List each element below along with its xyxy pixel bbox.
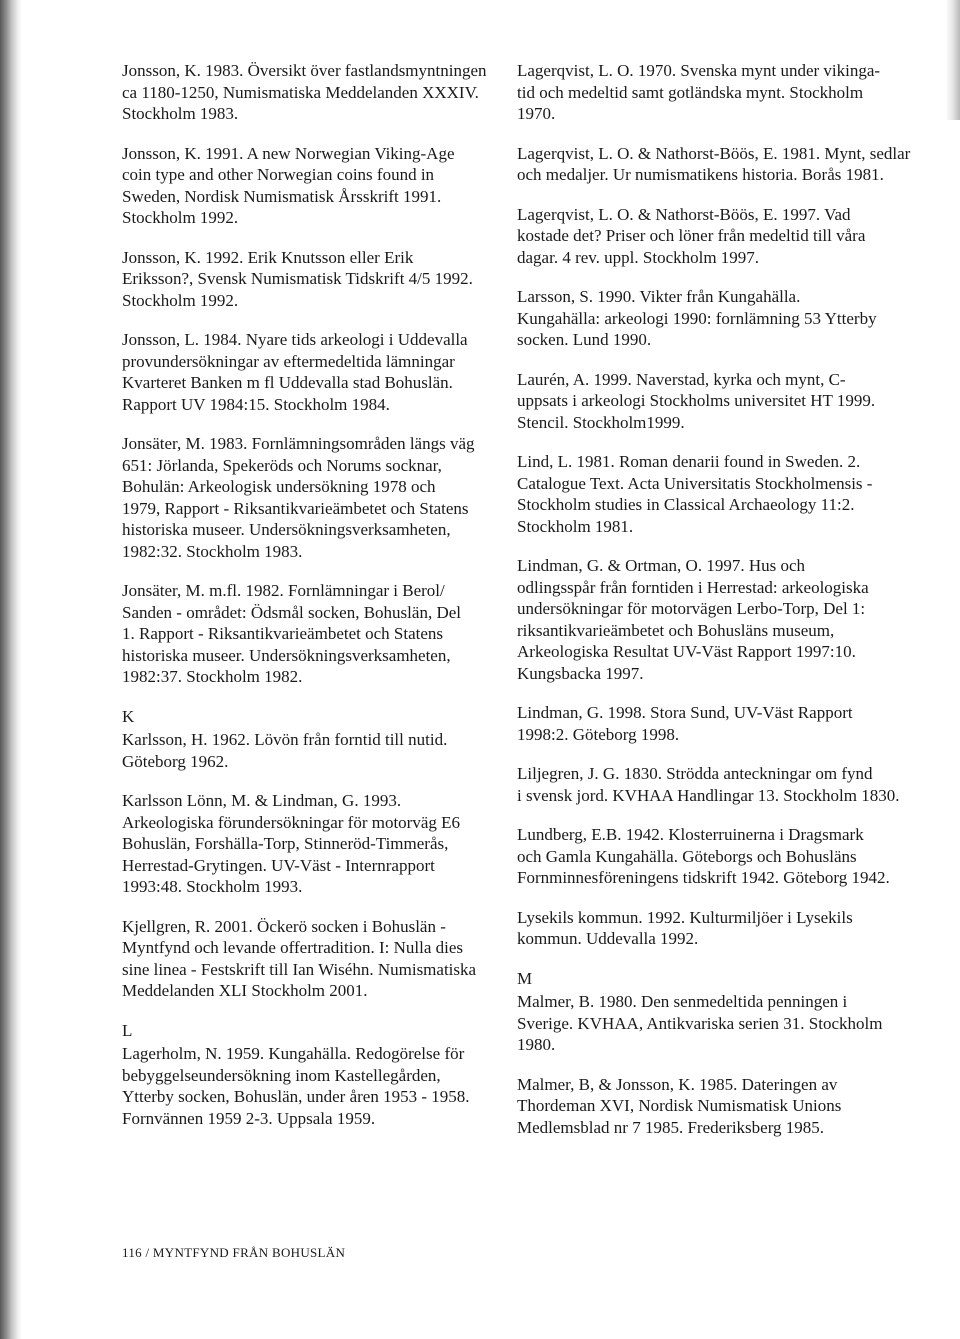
entry-line: 1982:37. Stockholm 1982. bbox=[122, 667, 303, 686]
entry-line: Kvarteret Banken m fl Uddevalla stad Bohuslän. bbox=[122, 373, 453, 392]
entry-line: Arkeologiska Resultat UV-Väst Rapport 1997:10. bbox=[517, 642, 856, 661]
entry-line: Kungahälla: arkeologi 1990: fornlämning 53 Ytterby bbox=[517, 308, 877, 328]
entry-line: Stockholm 1983. bbox=[122, 104, 239, 123]
entry-line: Jonsson, K. 1992. Erik Knutsson eller Erik bbox=[122, 247, 414, 267]
entry-line: kommun. Uddevalla 1992. bbox=[517, 929, 699, 948]
entry-line: Lagerqvist, L. O. & Nathorst-Böös, E. 1981. Mynt, sedlar bbox=[517, 143, 911, 163]
section-letter: K bbox=[122, 706, 135, 726]
entry-line: kostade det? Priser och löner från medeltid till våra bbox=[517, 226, 866, 245]
entry-line: Lagerholm, N. 1959. Kungahälla. Redogörelse för bbox=[122, 1044, 465, 1063]
scan-corner-shadow bbox=[946, 0, 960, 120]
entry-line: historiska museer. Undersökningsverksamheten, bbox=[122, 520, 451, 539]
bibliography-entry bbox=[517, 369, 892, 434]
entry-line: Bohuslän, Forshälla-Torp, Stinneröd-Timmerås, bbox=[122, 834, 449, 853]
entry-line: och medaljer. Ur numismatikens historia. Borås 1981. bbox=[517, 165, 884, 184]
scan-edge-shadow bbox=[0, 0, 22, 1339]
entry-line: Lagerqvist, L. O. 1970. Svenska mynt under vikinga- bbox=[517, 61, 881, 80]
entry-line: dagar. 4 rev. uppl. Stockholm 1997. bbox=[517, 247, 760, 267]
entry-line: Herrestad-Grytingen. UV-Väst - Internrapport bbox=[122, 855, 435, 875]
entry-line: Lagerqvist, L. O. & Nathorst-Böös, E. 1997. Vad bbox=[517, 204, 851, 224]
entry-line: 1982:32. Stockholm 1983. bbox=[122, 541, 303, 561]
entry-line: Bohulän: Arkeologisk undersökning 1978 och bbox=[122, 477, 436, 496]
entry-line: Lindman, G. 1998. Stora Sund, UV-Väst Rapport bbox=[517, 703, 853, 722]
entry-line: Laurén, A. 1999. Naverstad, kyrka och mynt, C- bbox=[517, 369, 846, 389]
entry-line: 1970. bbox=[517, 104, 556, 123]
entry-line: Stockholm 1992. bbox=[122, 290, 239, 310]
entry-line: Stockholm studies in Classical Archaeology 11:2. bbox=[517, 495, 855, 514]
entry-line: Karlsson Lönn, M. & Lindman, G. 1993. bbox=[122, 791, 402, 810]
entry-line: 1. Rapport - Riksantikvarieämbetet och Statens bbox=[122, 624, 444, 643]
entry-line: Kungsbacka 1997. bbox=[517, 663, 644, 683]
bibliography-entry bbox=[517, 1074, 892, 1139]
entry-line: Malmer, B, & Jonsson, K. 1985. Dateringen av bbox=[517, 1074, 838, 1094]
entry-line: Meddelanden XLI Stockholm 2001. bbox=[122, 981, 368, 1000]
entry-line: bebyggelseundersökning inom Kastellegården, bbox=[122, 1065, 441, 1085]
right-column bbox=[517, 60, 911, 1156]
entry-line: Jonsäter, M. 1983. Fornlämningsområden längs väg bbox=[122, 434, 475, 453]
bibliography-entry bbox=[517, 763, 900, 806]
entry-line: ca 1180-1250, Numismatiska Meddelanden XXXIV. bbox=[122, 82, 479, 102]
bibliography-entry bbox=[517, 555, 892, 684]
entry-line: Karlsson, H. 1962. Lövön från forntid till nutid. bbox=[122, 730, 448, 749]
bibliography-entry bbox=[122, 329, 490, 415]
bibliography-entry bbox=[122, 247, 490, 312]
entry-line: i svensk jord. KVHAA Handlingar 13. Stockholm 1830. bbox=[517, 785, 900, 805]
entry-line: Rapport UV 1984:15. Stockholm 1984. bbox=[122, 394, 390, 414]
bibliography-entry bbox=[122, 580, 490, 688]
bibliography-entry bbox=[517, 991, 892, 1056]
entry-line: Stencil. Stockholm1999. bbox=[517, 412, 685, 432]
entry-line: odlingsspår från forntiden i Herrestad: arkeologiska bbox=[517, 577, 869, 597]
entry-line: Ytterby socken, Bohuslän, under åren 1953 - 1958. bbox=[122, 1087, 470, 1106]
bibliography-entry bbox=[517, 824, 892, 889]
entry-line: 1980. bbox=[517, 1035, 556, 1054]
entry-line: tid och medeltid samt gotländska mynt. Stockholm bbox=[517, 82, 864, 102]
entry-line: Jonsson, K. 1983. Översikt över fastlandsmyntningen bbox=[122, 61, 487, 80]
bibliography-entry bbox=[122, 1043, 490, 1129]
entry-line: Lysekils kommun. 1992. Kulturmiljöer i Lysekils bbox=[517, 907, 853, 927]
bibliography-entry bbox=[517, 143, 911, 186]
entry-line: 1979, Rapport - Riksantikvarieämbetet och Statens bbox=[122, 498, 469, 518]
entry-line: undersökningar för motorvägen Lerbo-Torp, Del 1: bbox=[517, 599, 866, 618]
entry-line: Göteborg 1962. bbox=[122, 751, 229, 771]
bibliography-entry bbox=[517, 451, 892, 537]
entry-line: och Gamla Kungahälla. Göteborgs och Bohusläns bbox=[517, 846, 857, 866]
entry-line: 651: Jörlanda, Spekeröds och Norums socknar, bbox=[122, 455, 442, 475]
entry-line: Stockholm 1992. bbox=[122, 208, 239, 227]
page-footer: 116 / MYNTFYND FRÅN BOHUSLÄN bbox=[122, 1245, 346, 1260]
entry-line: 1998:2. Göteborg 1998. bbox=[517, 724, 680, 744]
entry-line: Medlemsblad nr 7 1985. Frederiksberg 1985. bbox=[517, 1117, 825, 1137]
entry-line: Fornvännen 1959 2-3. Uppsala 1959. bbox=[122, 1108, 376, 1128]
entry-line: Jonsson, K. 1991. A new Norwegian Viking-Age bbox=[122, 143, 455, 163]
bibliography-entry bbox=[517, 702, 892, 745]
entry-line: Sanden - området: Ödsmål socken, Bohuslän, Del bbox=[122, 602, 461, 622]
bibliography-entry bbox=[122, 916, 490, 1002]
entry-line: riksantikvarieämbetet och Bohusläns museum, bbox=[517, 620, 835, 640]
entry-line: provundersökningar av eftermedeltida lämningar bbox=[122, 351, 455, 371]
bibliography-entry bbox=[517, 60, 892, 125]
bibliography-entry bbox=[122, 143, 490, 229]
entry-line: Sverige. KVHAA, Antikvariska serien 31. Stockholm bbox=[517, 1013, 883, 1033]
bibliography-entry bbox=[517, 907, 892, 950]
entry-line: Myntfynd och levande offertradition. I: Nulla dies bbox=[122, 938, 464, 957]
entry-line: historiska museer. Undersökningsverksamheten, bbox=[122, 645, 451, 665]
entry-line: Lundberg, E.B. 1942. Klosterruinerna i Dragsmark bbox=[517, 825, 864, 844]
entry-line: uppsats i arkeologi Stockholms universitet HT 1999. bbox=[517, 391, 876, 410]
entry-line: Jonsäter, M. m.fl. 1982. Fornlämningar i Berol/ bbox=[122, 581, 445, 600]
bibliography-entry bbox=[122, 433, 490, 562]
entry-line: Malmer, B. 1980. Den senmedeltida penningen i bbox=[517, 992, 848, 1011]
entry-line: Liljegren, J. G. 1830. Strödda anteckningar om fynd bbox=[517, 764, 873, 783]
left-column bbox=[122, 60, 490, 1147]
entry-line: Lindman, G. & Ortman, O. 1997. Hus och bbox=[517, 556, 806, 575]
bibliography-entry bbox=[122, 790, 490, 898]
bibliography-entry bbox=[517, 286, 892, 351]
entry-line: Jonsson, L. 1984. Nyare tids arkeologi i Uddevalla bbox=[122, 330, 468, 349]
entry-line: sine linea - Festskrift till Ian Wiséhn. Numismatiska bbox=[122, 959, 477, 979]
entry-line: Eriksson?, Svensk Numismatisk Tidskrift 4/5 1992. bbox=[122, 269, 473, 288]
entry-line: 1993:48. Stockholm 1993. bbox=[122, 877, 303, 896]
entry-line: Arkeologiska förundersökningar för motorväg E6 bbox=[122, 812, 461, 832]
section-letter: L bbox=[122, 1020, 133, 1040]
entry-line: Catalogue Text. Acta Universitatis Stockholmensis - bbox=[517, 473, 873, 493]
entry-line: Fornminnesföreningens tidskrift 1942. Göteborg 1942. bbox=[517, 868, 890, 887]
entry-line: Thordeman XVI, Nordisk Numismatisk Unions bbox=[517, 1096, 842, 1115]
entry-line: Larsson, S. 1990. Vikter från Kungahälla. bbox=[517, 287, 801, 306]
entry-line: Stockholm 1981. bbox=[517, 516, 634, 536]
entry-line: socken. Lund 1990. bbox=[517, 330, 652, 349]
entry-line: Lind, L. 1981. Roman denarii found in Sweden. 2. bbox=[517, 452, 861, 471]
entry-line: Sweden, Nordisk Numismatisk Årsskrift 1991. bbox=[122, 186, 442, 206]
entry-line: coin type and other Norwegian coins found in bbox=[122, 165, 435, 184]
bibliography-entry bbox=[122, 60, 490, 125]
section-letter: M bbox=[517, 968, 533, 988]
bibliography-entry bbox=[122, 729, 490, 772]
entry-line: Kjellgren, R. 2001. Öckerö socken i Bohuslän - bbox=[122, 916, 446, 936]
bibliography-entry bbox=[517, 204, 892, 269]
